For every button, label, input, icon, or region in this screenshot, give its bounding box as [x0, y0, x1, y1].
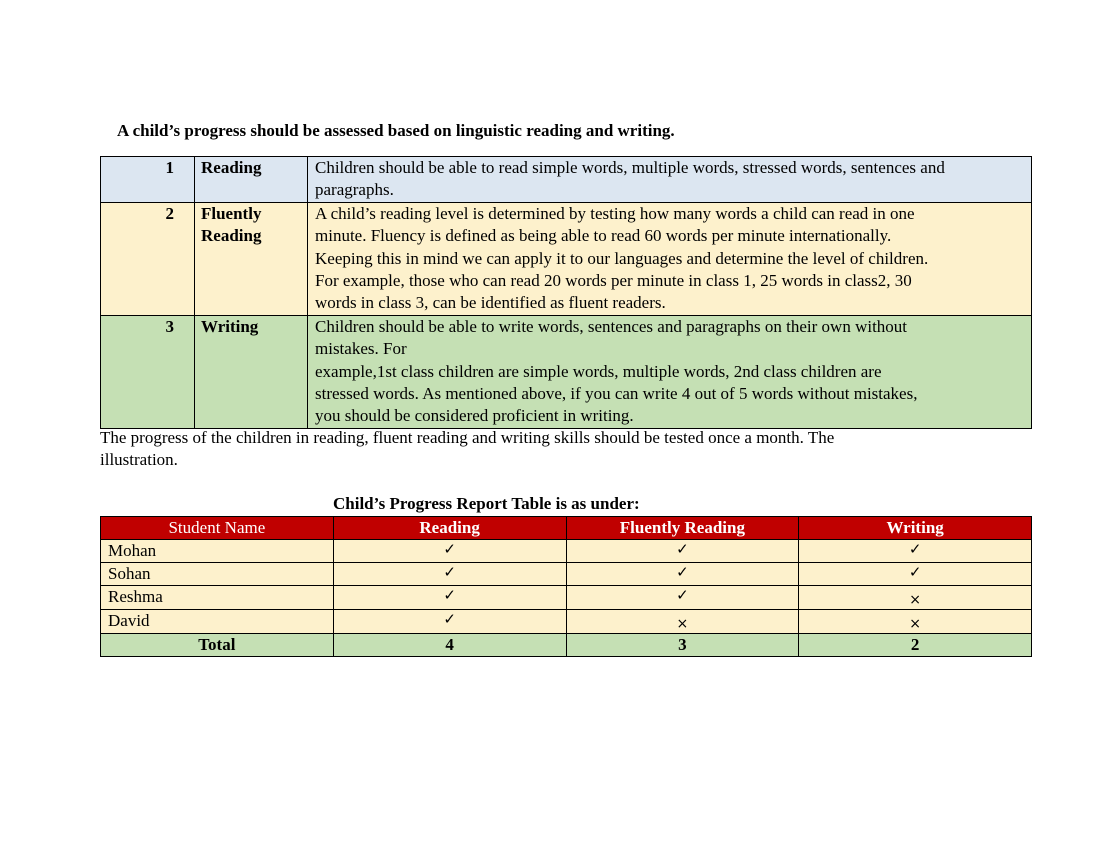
criteria-description-line: example,1st class children are simple words, multiple words, 2nd class children are: [315, 361, 882, 381]
reading-mark: [333, 586, 566, 610]
total-writing: 2: [799, 634, 1032, 657]
table-row: [101, 586, 1032, 610]
criteria-description-line: Children should be able to write words, sentences and paragraphs on their own without: [315, 316, 908, 336]
criteria-table: [100, 156, 1032, 429]
table-row: [101, 563, 1032, 586]
student-name: Mohan: [101, 540, 334, 563]
criteria-name-line: Reading: [201, 158, 262, 177]
criteria-name: [195, 315, 308, 428]
fluently-reading-mark: [566, 610, 799, 634]
criteria-description-line: mistakes. For: [315, 339, 407, 359]
check-icon: ✓: [443, 586, 456, 604]
writing-mark: [799, 540, 1032, 563]
criteria-description-line: you should be considered proficient in writing.: [315, 406, 634, 426]
report-header-row: [101, 517, 1032, 540]
check-icon: ✓: [908, 563, 922, 581]
writing-mark: [799, 563, 1032, 586]
progress-note-line: The progress of the children in reading, fluent reading and writing skills should be tested once a month. The: [100, 428, 835, 447]
criteria-row-fluently-reading: [101, 202, 1032, 315]
check-icon: ✓: [443, 540, 456, 558]
student-name: Sohan: [101, 563, 334, 586]
cross-icon: ×: [909, 616, 921, 632]
fluently-reading-mark: [566, 586, 799, 610]
criteria-description: [308, 202, 1032, 315]
criteria-description: [308, 157, 1032, 203]
header-fluently-reading: Fluently Reading: [566, 517, 799, 540]
criteria-description-line: Keeping this in mind we can apply it to our languages and determine the level of children.: [315, 248, 929, 268]
reading-mark: [333, 610, 566, 634]
criteria-number: 3: [101, 315, 195, 428]
report-title: Child’s Progress Report Table is as under:: [333, 494, 640, 513]
fluently-reading-mark: [566, 540, 799, 563]
criteria-name: [195, 157, 308, 203]
criteria-name-line: Writing: [201, 316, 259, 336]
fluently-reading-mark: [566, 563, 799, 586]
criteria-number: 2: [101, 202, 195, 315]
student-name: Reshma: [101, 586, 334, 610]
check-icon: ✓: [676, 586, 689, 604]
criteria-row-reading: [101, 157, 1032, 203]
check-icon: ✓: [443, 610, 456, 628]
table-row: [101, 540, 1032, 563]
check-icon: ✓: [443, 563, 456, 581]
total-reading: 4: [333, 634, 566, 657]
header-reading: Reading: [333, 517, 566, 540]
criteria-number: 1: [101, 157, 195, 203]
header-writing: Writing: [799, 517, 1032, 540]
student-name: David: [101, 610, 334, 634]
progress-note: [100, 427, 1031, 472]
criteria-name: [195, 202, 308, 315]
criteria-description-line: words in class 3, can be identified as fluent readers.: [315, 293, 666, 313]
writing-mark: [799, 586, 1032, 610]
reading-mark: [333, 540, 566, 563]
criteria-row-writing: [101, 315, 1032, 428]
check-icon: ✓: [908, 540, 922, 558]
progress-report-table: [100, 516, 1032, 657]
criteria-name-line: Fluently: [201, 203, 262, 223]
total-label: Total: [101, 634, 334, 657]
total-fluently-reading: 3: [566, 634, 799, 657]
criteria-description-line: A child’s reading level is determined by testing how many words a child can read in one: [315, 203, 915, 223]
page-title: A child’s progress should be assessed based on linguistic reading and writing.: [117, 121, 675, 140]
criteria-name-line: Reading: [201, 226, 262, 246]
criteria-description-line: Children should be able to read simple words, multiple words, stressed words, sentences and: [315, 158, 945, 177]
table-row: [101, 610, 1032, 634]
progress-note-line: illustration.: [100, 450, 178, 470]
total-row: [101, 634, 1032, 657]
cross-icon: ×: [676, 616, 689, 632]
criteria-description: [308, 315, 1032, 428]
criteria-description-line: paragraphs.: [315, 180, 394, 200]
check-icon: ✓: [676, 540, 689, 558]
criteria-description-line: stressed words. As mentioned above, if you can write 4 out of 5 words without mistakes,: [315, 384, 918, 404]
writing-mark: [799, 610, 1032, 634]
criteria-description-line: For example, those who can read 20 words per minute in class 1, 25 words in class2, 30: [315, 271, 912, 291]
header-student-name: Student Name: [101, 517, 334, 540]
reading-mark: [333, 563, 566, 586]
criteria-description-line: minute. Fluency is defined as being able to read 60 words per minute internationally.: [315, 226, 892, 246]
cross-icon: ×: [909, 592, 921, 608]
check-icon: ✓: [676, 563, 689, 581]
